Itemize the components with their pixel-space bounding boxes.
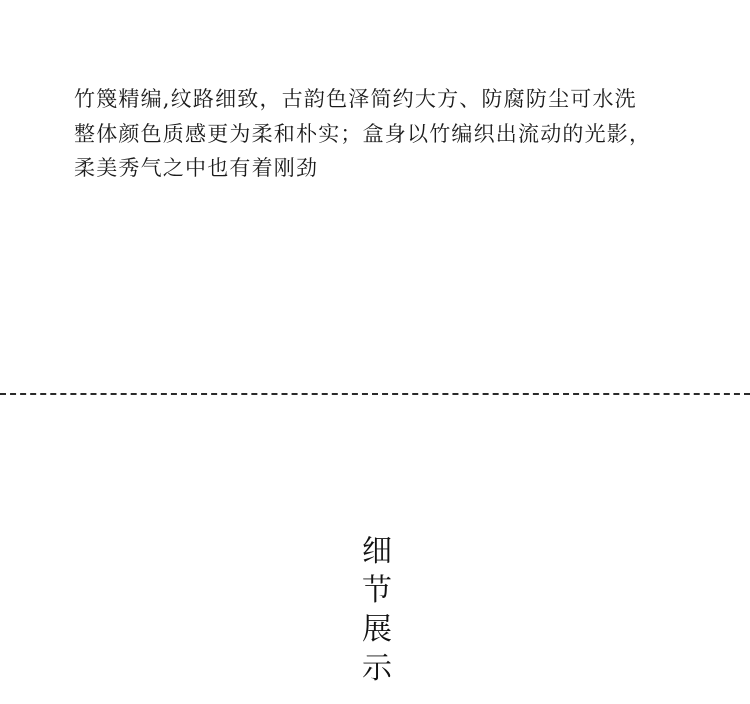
product-description — [74, 82, 714, 186]
description-line-1: 竹篾精编,纹路细致，古韵色泽简约大方、防腐防尘可水洗 — [74, 87, 637, 111]
title-char-1: 细 — [362, 534, 392, 569]
description-line-2: 整体颜色质感更为柔和朴实；盒身以竹编织出流动的光影， — [74, 121, 652, 146]
section-title-detail-showcase — [360, 532, 394, 688]
dashed-divider — [0, 393, 750, 395]
title-char-3: 展 — [362, 612, 392, 647]
description-line-3: 柔美秀气之中也有着刚劲 — [74, 156, 319, 180]
title-char-4: 示 — [362, 651, 392, 686]
title-char-2: 节 — [362, 573, 392, 608]
